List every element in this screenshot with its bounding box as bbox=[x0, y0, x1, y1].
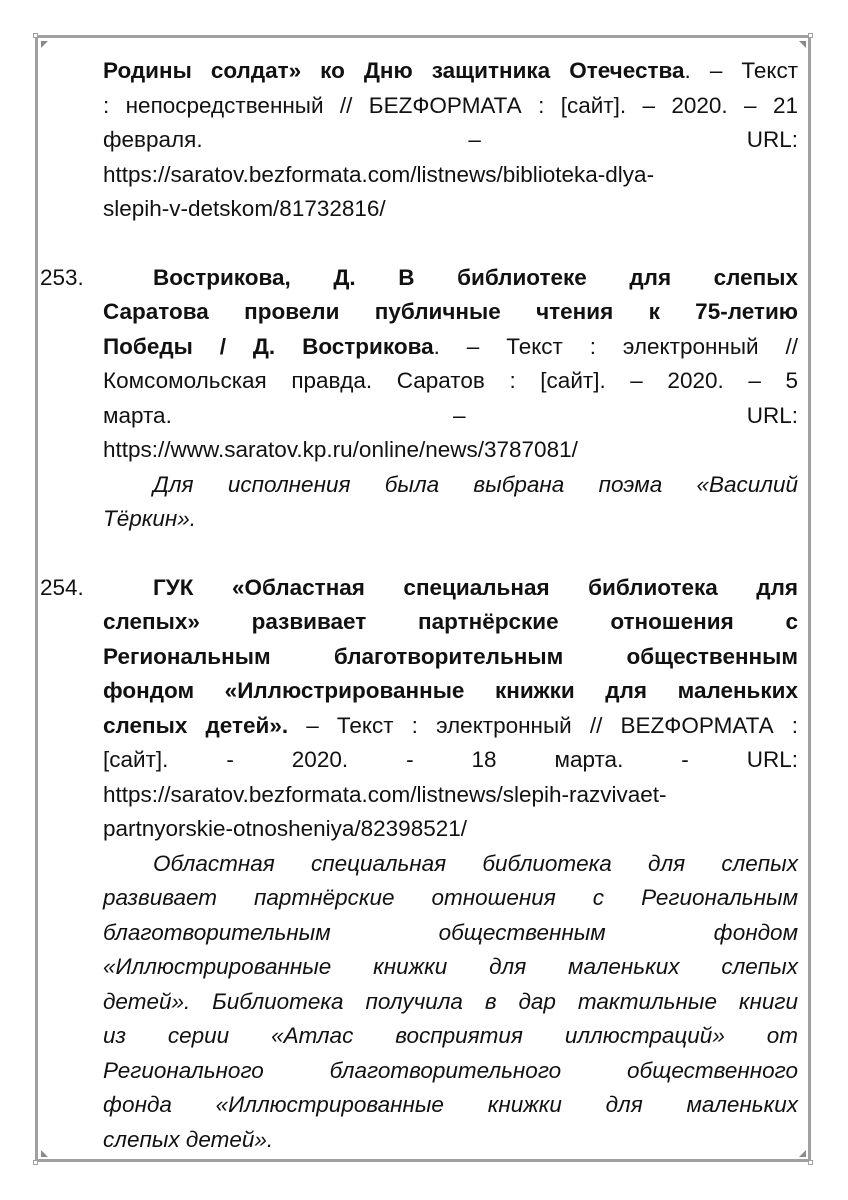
entry-number: 253. bbox=[40, 264, 84, 290]
corner-marker-tr bbox=[808, 33, 813, 38]
bibliography-entry: 253. Вострикова, Д. В библиотеке для слепых Саратова провели публичные чтения к 75-летию Победы / Д. Вострикова. – Текст : электронный // Комсомольская правда. Саратов : [сайт]. – 2020. – 5 марта. – URL: https://www.saratov.kp.ru/online/news/3787081/ Для исполнения была выбрана поэма «Василий Тёркин». bbox=[103, 261, 798, 537]
corner-triangle-tr bbox=[799, 41, 806, 48]
entry-annotation: Областная специальная библиотека для слепых развивает партнёрские отношения с Региональным благотворительным общественным фондом «Иллюстрированные книжки для маленьких слепых детей». Библиотека получила в дар тактильные книги из серии «Атлас восприятия иллюстраций» от Регионального благотворительного общественного фонда «Иллюстрированные книжки для маленьких слепых детей». bbox=[103, 850, 798, 1152]
entry-number: 254. bbox=[40, 574, 84, 600]
entry-continuation bbox=[103, 54, 798, 227]
corner-triangle-tl bbox=[41, 41, 48, 48]
continuation-line-3: февраля. – URL: bbox=[103, 127, 798, 152]
entry-title: ГУК «Областная специальная библиотека для bbox=[153, 574, 798, 600]
entry-url[interactable]: https://saratov.bezformata.com/listnews/slepih-razvivaet- bbox=[103, 781, 667, 807]
continuation-line-1: Родины солдат» ко Дню защитника Отечества. – Текст bbox=[103, 58, 798, 83]
entry-annotation-cont: Тёркин». bbox=[103, 506, 197, 531]
entry-url-cont[interactable]: slepih-v-detskom/81732816/ bbox=[103, 196, 386, 221]
bibliography-entry: 254. ГУК «Областная специальная библиотека для слепых» развивает партнёрские отношения с Региональным благотворительным общественным фондом «Иллюстрированные книжки для маленьких слепых детей». – Текст : электронный // BEZФОРМАТА : [сайт]. - 2020. - 18 марта. - URL: https://saratov.bezformata.com/listnews/slepih-razvivaet- partnyorskie-otnosheniya/82398521/ Областная специальная библиотека для слепых развивает партнёрские отношения с Региональным благотворительным общественным фондом «Иллюстрированные книжки для маленьких слепых детей». Библиотека получила в дар тактильные книги из серии «Атлас восприятия иллюстраций» от Регионального благотворительного общественного фонда «Иллюстрированные книжки для маленьких слепых детей». bbox=[103, 571, 798, 1158]
corner-marker-br bbox=[808, 1160, 813, 1165]
entry-url-cont[interactable]: partnyorskie-otnosheniya/82398521/ bbox=[103, 816, 467, 841]
corner-marker-tl bbox=[33, 33, 38, 38]
entry-title: Вострикова, Д. В библиотеке для слепых bbox=[153, 264, 798, 290]
entry-annotation: Для исполнения была выбрана поэма «Василий bbox=[153, 471, 798, 497]
document-body bbox=[40, 54, 798, 1157]
corner-triangle-bl bbox=[41, 1150, 48, 1157]
entry-url[interactable]: https://www.saratov.kp.ru/online/news/3787081/ bbox=[103, 437, 578, 462]
entry-url[interactable]: https://saratov.bezformata.com/listnews/biblioteka-dlya- bbox=[103, 161, 655, 187]
continuation-line-2: : непосредственный // БЕZФОРМАТА : [сайт]. – 2020. – 21 bbox=[103, 92, 798, 118]
corner-triangle-br bbox=[799, 1150, 806, 1157]
entry-title: Родины солдат» ко Дню защитника Отечества bbox=[103, 58, 685, 83]
corner-marker-bl bbox=[33, 1160, 38, 1165]
